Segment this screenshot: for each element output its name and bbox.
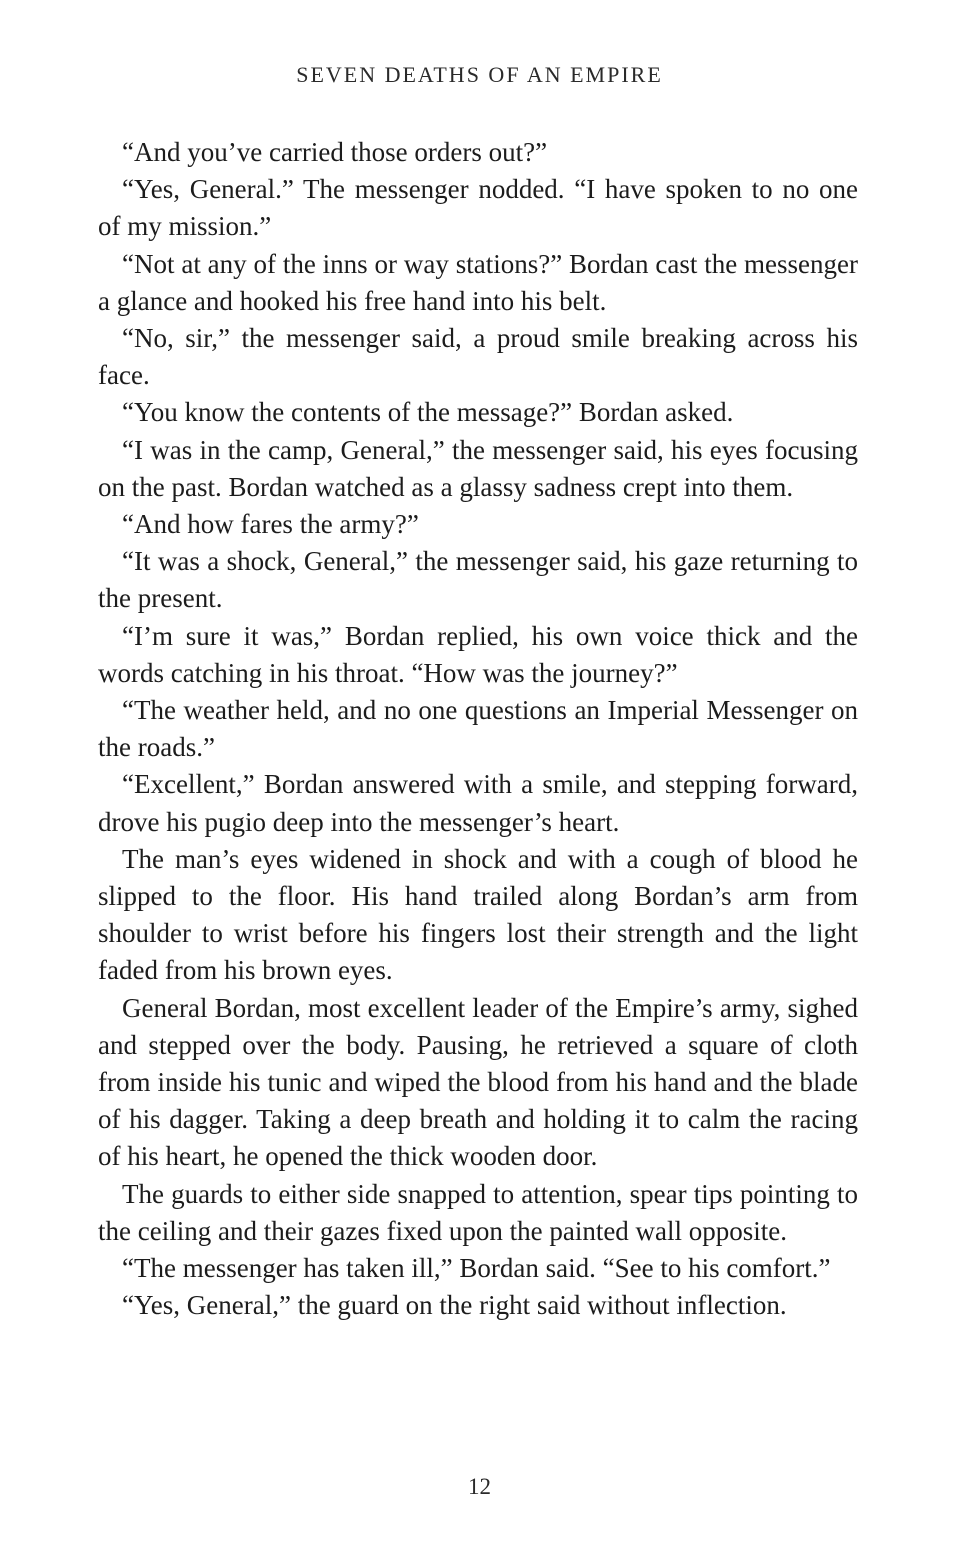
body-text xyxy=(98,134,858,1325)
page-number: 12 xyxy=(468,1474,491,1499)
paragraph: General Bordan, most excellent leader of the Empire’s army, sighed and stepped over the body. Pausing, he retrieved a square of cloth from inside his tunic and wiped the blood from his hand and the blade of his dagger. Taking a deep breath and holding it to calm the racing of his heart, he opened the thick wooden door. xyxy=(98,992,858,1172)
paragraph: “Excellent,” Bordan answered with a smile, and stepping forward, drove his pugio deep into the messenger’s heart. xyxy=(98,769,858,837)
paragraph: “No, sir,” the messenger said, a proud smile breaking across his face. xyxy=(98,323,858,391)
paragraph: “It was a shock, General,” the messenger said, his gaze returning to the present. xyxy=(98,546,858,614)
paragraph: “You know the contents of the message?” Bordan asked. xyxy=(122,397,734,428)
paragraph: “I’m sure it was,” Bordan replied, his own voice thick and the words catching in his throat. “How was the journey?” xyxy=(98,620,858,688)
paragraph: “Yes, General.” The messenger nodded. “I have spoken to no one of my mission.” xyxy=(98,174,858,242)
paragraph: “I was in the camp, General,” the messenger said, his eyes focusing on the past. Bordan watched as a glassy sadness crept into them. xyxy=(98,434,858,502)
running-head: SEVEN DEATHS OF AN EMPIRE xyxy=(296,62,663,87)
paragraph: “Not at any of the inns or way stations?” Bordan cast the messenger a glance and hooked his free hand into his belt. xyxy=(98,248,858,316)
paragraph: “And you’ve carried those orders out?” xyxy=(122,137,548,167)
paragraph: The man’s eyes widened in shock and with a cough of blood he slipped to the floor. His hand trailed along Bordan’s arm from shoulder to wrist before his fingers lost their strength and the light faded from his brown eyes. xyxy=(98,843,858,986)
paragraph: “The weather held, and no one questions an Imperial Messenger on the roads.” xyxy=(98,695,858,763)
paragraph: “Yes, General,” the guard on the right said without inflection. xyxy=(122,1290,787,1321)
paragraph: “And how fares the army?” xyxy=(122,509,419,540)
paragraph: “The messenger has taken ill,” Bordan said. “See to his comfort.” xyxy=(122,1253,831,1284)
paragraph: The guards to either side snapped to attention, spear tips pointing to the ceiling and their gazes fixed upon the painted wall opposite. xyxy=(98,1178,858,1246)
